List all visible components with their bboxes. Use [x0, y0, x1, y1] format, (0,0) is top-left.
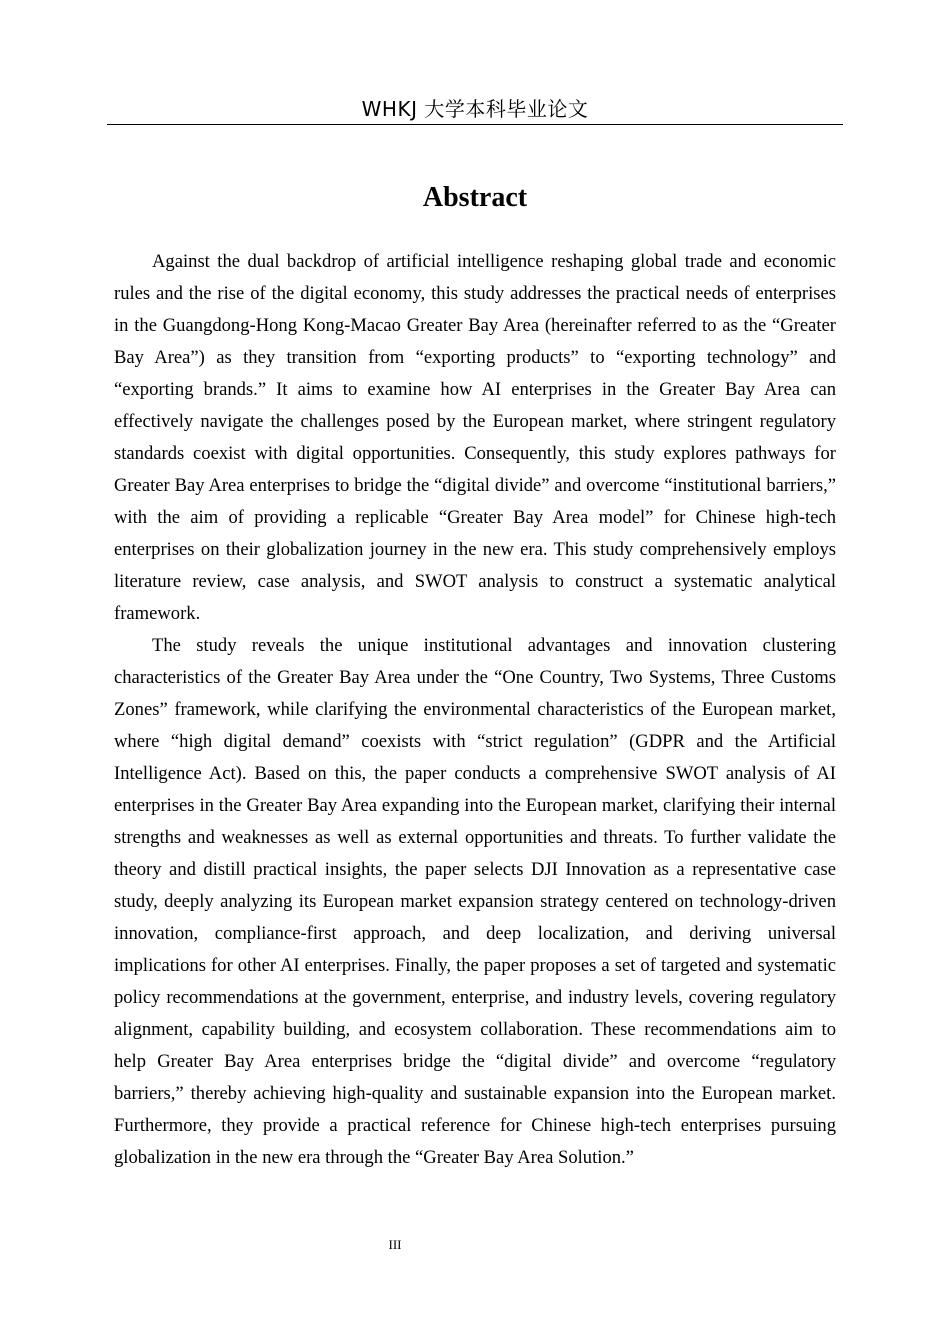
abstract-body	[114, 246, 836, 1174]
header-title: WHKJ 大学本科毕业论文	[361, 97, 589, 121]
abstract-title: Abstract	[422, 182, 528, 213]
abstract-paragraph: The study reveals the unique institutional advantages and innovation clustering characteristics of the Greater Bay Area under the “One Country, Two Systems, Three Customs Zones” framework, while clarifying the environmental characteristics of the European market, where “high digital demand” coexists with “strict regulation” (GDPR and the Artificial Intelligence Act). Based on this, the paper conducts a comprehensive SWOT analysis of AI enterprises in the Greater Bay Area expanding into the European market, clarifying their internal strengths and weaknesses as well as external opportunities and threats. To further validate the theory and distill practical insights, the paper selects DJI Innovation as a representative case study, deeply analyzing its European market expansion strategy centered on technology-driven innovation, compliance-first approach, and deep localization, and deriving universal implications for other AI enterprises. Finally, the paper proposes a set of targeted and systematic policy recommendations at the government, enterprise, and industry levels, covering regulatory alignment, capability building, and ecosystem collaboration. These recommendations aim to help Greater Bay Area enterprises bridge the “digital divide” and overcome “regulatory barriers,” thereby achieving high-quality and sustainable expansion into the European market. Furthermore, they provide a practical reference for Chinese high-tech enterprises pursuing globalization in the new era through the “Greater Bay Area Solution.”	[114, 635, 836, 1168]
page-number: III	[388, 1237, 402, 1252]
page-header	[107, 96, 843, 125]
abstract-paragraph: Against the dual backdrop of artificial intelligence reshaping global trade and economic rules and the rise of the digital economy, this study addresses the practical needs of enterprises in the Guangdong-Hong Kong-Macao Greater Bay Area (hereinafter referred to as the “Greater Bay Area”) as they transition from “exporting products” to “exporting technology” and “exporting brands.” It aims to examine how AI enterprises in the Greater Bay Area can effectively navigate the challenges posed by the European market, where stringent regulatory standards coexist with digital opportunities. Consequently, this study explores pathways for Greater Bay Area enterprises to bridge the “digital divide” and overcome “institutional barriers,” with the aim of providing a replicable “Greater Bay Area model” for Chinese high-tech enterprises on their globalization journey in the new era. This study comprehensively employs literature review, case analysis, and SWOT analysis to construct a systematic analytical framework.	[114, 251, 836, 624]
